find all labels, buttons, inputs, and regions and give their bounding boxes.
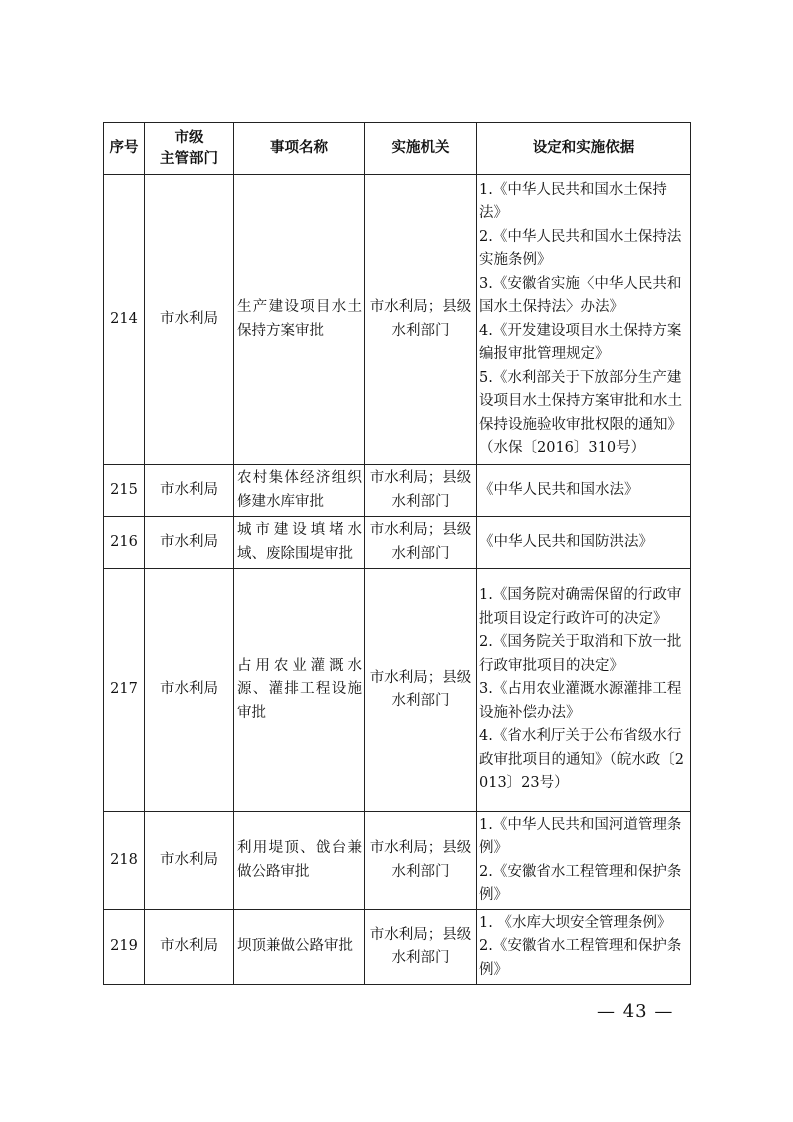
header-dept-line1: 市级: [174, 129, 204, 146]
row-dept: 市水利局: [145, 569, 234, 812]
header-dept: [145, 123, 234, 175]
row-item: 坝顶兼做公路审批: [234, 910, 365, 985]
basis-entry: 1.《中华人民共和国水土保持法》: [479, 181, 667, 221]
header-basis: 设定和实施依据: [477, 123, 691, 175]
row-org-line2: 水利部门: [391, 693, 450, 709]
approval-items-table: [103, 122, 691, 985]
basis-entry: 《中华人民共和国防洪法》: [479, 533, 653, 550]
row-item: 生产建设项目水土保持方案审批: [234, 175, 365, 465]
row-org-line1: 市水利局；县级: [369, 840, 472, 856]
basis-entry: 2.《国务院关于取消和下放一批行政审批项目的决定》: [479, 634, 682, 674]
table-header-row: [104, 123, 691, 175]
row-org-line1: 市水利局；县级: [369, 470, 472, 486]
row-dept: 市水利局: [145, 910, 234, 985]
header-item: 事项名称: [234, 123, 365, 175]
table-row: [104, 812, 691, 910]
header-dept-line2: 主管部门: [160, 150, 218, 167]
row-org: [365, 175, 477, 465]
table-row: [104, 465, 691, 517]
row-org-line2: 水利部门: [391, 322, 450, 339]
basis-entry: 5.《水利部关于下放部分生产建设项目水土保持方案审批和水土保持设施验收审批权限的通知》（水保〔2016〕310号）: [479, 369, 682, 456]
header-org: 实施机关: [365, 123, 477, 175]
row-org: [365, 569, 477, 812]
row-org-line1: 市水利局；县级: [369, 522, 472, 538]
row-basis: [477, 175, 691, 465]
table-row: [104, 517, 691, 569]
row-org-line2: 水利部门: [391, 493, 450, 510]
row-org-line2: 水利部门: [391, 950, 450, 966]
row-dept: 市水利局: [145, 812, 234, 910]
row-org: [365, 465, 477, 517]
page-number: — 43 —: [597, 1001, 674, 1022]
row-dept: 市水利局: [145, 465, 234, 517]
row-seq: 214: [104, 175, 145, 465]
row-dept: 市水利局: [145, 517, 234, 569]
row-basis: [477, 465, 691, 517]
table-row: [104, 910, 691, 985]
table-row: [104, 569, 691, 812]
row-item: 利用堤顶、戗台兼做公路审批: [234, 812, 365, 910]
basis-entry: 1.《中华人民共和国河道管理条例》: [479, 816, 682, 856]
basis-entry: 2.《安徽省水工程管理和保护条例》: [479, 863, 682, 903]
basis-entry: 3.《占用农业灌溉水源灌排工程设施补偿办法》: [479, 681, 682, 721]
row-org: [365, 812, 477, 910]
row-seq: 218: [104, 812, 145, 910]
row-seq: 216: [104, 517, 145, 569]
basis-entry: 2.《中华人民共和国水土保持法实施条例》: [479, 228, 682, 268]
header-seq: 序号: [104, 123, 145, 175]
row-item: 城市建设填堵水域、废除围堤审批: [234, 517, 365, 569]
basis-entry: 3.《安徽省实施〈中华人民共和国水土保持法〉办法》: [479, 275, 682, 315]
row-org: [365, 910, 477, 985]
basis-entry: 1. 《水库大坝安全管理条例》: [479, 914, 672, 931]
row-item: 占用农业灌溉水源、灌排工程设施审批: [234, 569, 365, 812]
row-dept: 市水利局: [145, 175, 234, 465]
basis-entry: 4.《省水利厅关于公布省级水行政审批项目的通知》（皖水政〔2013〕23号）: [479, 728, 684, 792]
row-seq: 219: [104, 910, 145, 985]
row-org: [365, 517, 477, 569]
row-basis: [477, 569, 691, 812]
basis-entry: 4.《开发建设项目水土保持方案编报审批管理规定》: [479, 322, 682, 362]
basis-entry: 2.《安徽省水工程管理和保护条例》: [479, 938, 682, 978]
row-org-line2: 水利部门: [391, 545, 450, 562]
table-row: [104, 175, 691, 465]
row-org-line1: 市水利局；县级: [369, 669, 472, 686]
row-item: 农村集体经济组织修建水库审批: [234, 465, 365, 517]
row-org-line1: 市水利局；县级: [369, 926, 472, 943]
row-seq: 215: [104, 465, 145, 517]
basis-entry: 《中华人民共和国水法》: [479, 481, 639, 498]
row-org-line2: 水利部门: [391, 863, 450, 880]
row-basis: [477, 517, 691, 569]
basis-entry: 1.《国务院对确需保留的行政审批项目设定行政许可的决定》: [479, 587, 682, 627]
row-basis: [477, 910, 691, 985]
row-seq: 217: [104, 569, 145, 812]
row-basis: [477, 812, 691, 910]
row-org-line1: 市水利局；县级: [369, 299, 472, 315]
